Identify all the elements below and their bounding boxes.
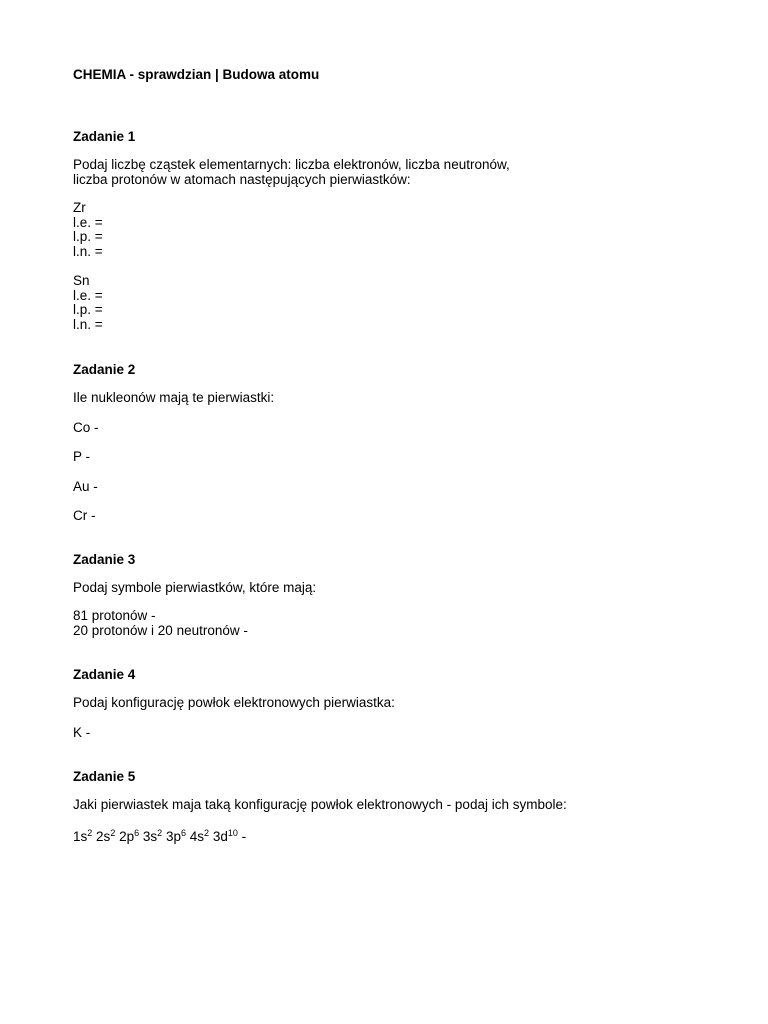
config-term <box>190 829 209 844</box>
task-4-item-k: K - <box>73 724 91 740</box>
orbital: 3d <box>212 828 228 844</box>
config-term <box>213 829 238 844</box>
orbital: 3p <box>165 828 181 844</box>
electron-count-superscript: 2 <box>110 827 116 838</box>
element-symbol: Sn <box>73 273 90 288</box>
element-symbol: Zr <box>73 200 86 215</box>
config-term <box>73 829 92 844</box>
task-2-item-au: Au - <box>73 478 98 494</box>
task-3-heading: Zadanie 3 <box>73 551 136 567</box>
task-1-instruction-line-2: liczba protonów w atomach następujących pierwiastków: <box>73 171 411 187</box>
orbital: 2s <box>96 828 111 844</box>
document-page <box>73 66 713 844</box>
config-term <box>143 829 162 844</box>
electron-count-superscript: 2 <box>87 827 93 838</box>
electron-configuration <box>73 827 713 845</box>
config-term <box>96 829 115 844</box>
electron-count-superscript: 10 <box>227 827 238 838</box>
task-4-instruction: Podaj konfigurację powłok elektronowych pierwiastka: <box>73 695 395 710</box>
task-1-element-sn <box>73 274 713 332</box>
task-1-element-zr <box>73 201 713 259</box>
task-2-item-p: P - <box>73 449 91 464</box>
config-term <box>119 829 139 844</box>
orbital: 3s <box>142 828 158 844</box>
task-3-item-81-protons: 81 protonów - <box>73 608 156 623</box>
task-2-instruction: Ile nukleonów mają te pierwiastki: <box>73 390 275 405</box>
neutron-count-line: l.n. = <box>73 316 103 332</box>
task-5-instruction: Jaki pierwiastek maja taką konfigurację powłok elektronowych - podaj ich symbole: <box>73 797 567 812</box>
electron-count-superscript: 6 <box>180 827 186 838</box>
electron-count-superscript: 6 <box>134 827 140 838</box>
document-title: CHEMIA - sprawdzian | Budowa atomu <box>73 67 320 82</box>
config-suffix: - <box>241 828 247 844</box>
neutron-count-line: l.n. = <box>73 243 103 259</box>
task-1-instruction-line-1: Podaj liczbę cząstek elementarnych: liczba elektronów, liczba neutronów, <box>73 157 510 172</box>
orbital: 4s <box>189 828 205 844</box>
task-2-item-cr: Cr - <box>73 508 96 523</box>
electron-count-line: l.e. = <box>73 214 103 230</box>
task-3-item-20-protons-20-neutrons: 20 protonów i 20 neutronów - <box>73 622 248 638</box>
orbital: 1s <box>73 828 88 844</box>
task-2-item-co: Co - <box>73 419 99 435</box>
task-3-instruction: Podaj symbole pierwiastków, które mają: <box>73 579 317 595</box>
proton-count-line: l.p. = <box>73 229 103 244</box>
electron-count-superscript: 2 <box>157 827 163 838</box>
task-1-heading: Zadanie 1 <box>73 129 136 144</box>
proton-count-line: l.p. = <box>73 302 103 317</box>
task-2-heading: Zadanie 2 <box>73 362 136 377</box>
orbital: 2p <box>119 828 135 844</box>
task-4-heading: Zadanie 4 <box>73 667 136 682</box>
electron-count-line: l.e. = <box>73 287 103 303</box>
electron-count-superscript: 2 <box>204 827 210 838</box>
task-5-heading: Zadanie 5 <box>73 769 136 784</box>
config-term <box>166 829 186 844</box>
